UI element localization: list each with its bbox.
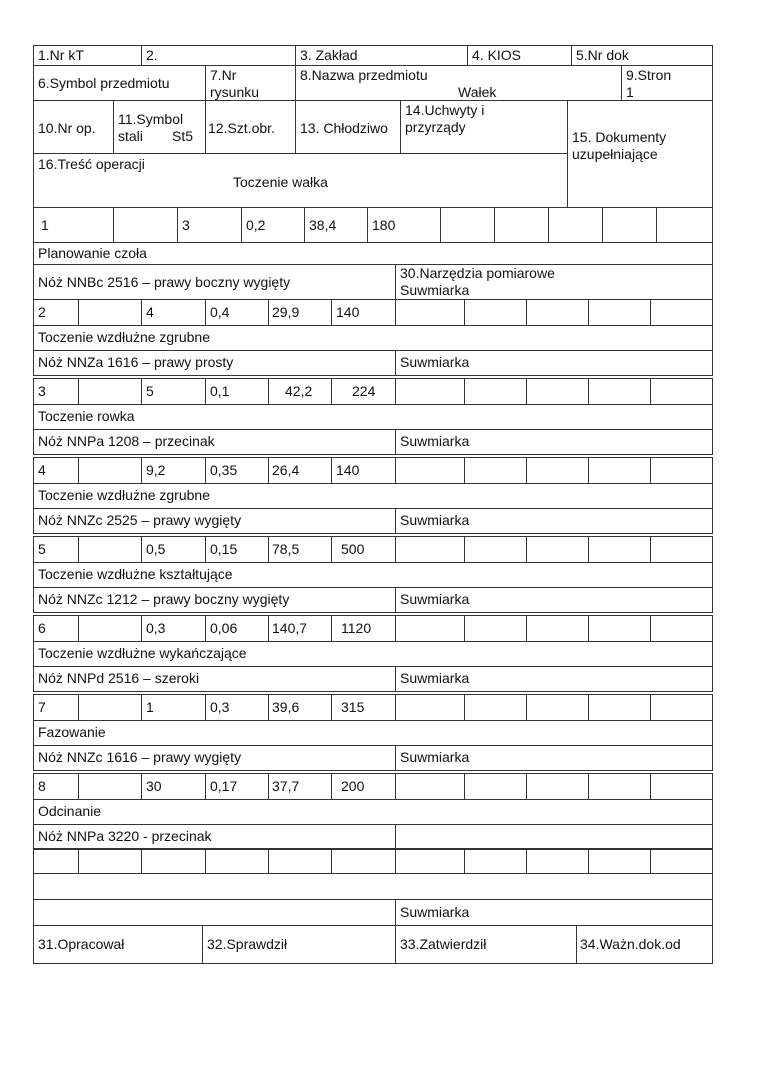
symbol-stali-label-2: stali xyxy=(118,128,143,144)
op-params-row xyxy=(33,457,713,484)
symbol-stali-value: St5 xyxy=(172,128,194,144)
op-cell: 140,7 xyxy=(272,620,308,636)
op-cell: 0,5 xyxy=(146,541,166,557)
op-cell: 42,2 xyxy=(285,383,313,399)
op-tool: Nóż NNPd 2516 – szeroki xyxy=(38,670,200,686)
op-cell: 200 xyxy=(341,778,365,794)
op-cell: 7 xyxy=(38,699,46,715)
op-params-row xyxy=(33,299,713,326)
kios-label: 4. KIOS xyxy=(472,47,522,63)
op-cell: 8 xyxy=(38,778,46,794)
op-tool: Nóż NNZc 1212 – prawy boczny wygięty xyxy=(38,591,290,607)
zaklad-label: 3. Zakład xyxy=(300,47,358,63)
op-params-row xyxy=(33,773,713,800)
chlodziwo-label: 13. Chłodziwo xyxy=(300,120,388,136)
waznosc-label: 34.Ważn.dok.od xyxy=(580,936,681,952)
symbol-stali-label-1: 11.Symbol xyxy=(118,111,184,127)
empty-row xyxy=(33,873,713,900)
op-params-row xyxy=(33,536,713,563)
op-cell: 0,15 xyxy=(210,541,238,557)
op-cell: 3 xyxy=(182,217,190,233)
op-cell: 140 xyxy=(336,462,360,478)
op-cell: 2 xyxy=(38,304,46,320)
op-tool: Nóż NNZa 1616 – prawy prosty xyxy=(38,354,234,370)
op-name: Toczenie wzdłużne zgrubne xyxy=(38,487,210,503)
op-cell: 140 xyxy=(336,304,360,320)
op-cell: 0,4 xyxy=(210,304,230,320)
dokumenty-label-2: uzupełniające xyxy=(572,146,658,162)
last-measure-row xyxy=(33,899,713,926)
tresc-operacji-label: 16.Treść operacji xyxy=(38,156,145,172)
op-measure: Suwmiarka xyxy=(400,670,470,686)
op-measure: Suwmiarka xyxy=(400,749,470,765)
dokumenty-label-1: 15. Dokumenty xyxy=(572,129,667,145)
opracowal-label: 31.Opracował xyxy=(38,936,125,952)
op-measure: Suwmiarka xyxy=(400,282,470,298)
op-tool: Nóż NNZc 1616 – prawy wygięty xyxy=(38,749,242,765)
field-2-label: 2. xyxy=(146,47,158,63)
op-measure: Suwmiarka xyxy=(400,354,470,370)
op-cell: 4 xyxy=(146,304,154,320)
op-measure: Suwmiarka xyxy=(400,512,470,528)
op-cell: 38,4 xyxy=(309,217,337,233)
uchwyty-label-1: 14.Uchwyty i xyxy=(405,102,485,118)
op-name-row xyxy=(33,799,713,825)
stron-value: 1 xyxy=(626,84,634,100)
op-cell: 0,3 xyxy=(146,620,166,636)
op-name: Fazowanie xyxy=(38,724,106,740)
op-cell: 0,35 xyxy=(210,462,238,478)
op-name: Odcinanie xyxy=(38,803,102,819)
op-cell: 1120 xyxy=(341,620,372,636)
nazwa-przedmiotu-label: 8.Nazwa przedmiotu xyxy=(300,67,428,83)
op-tool: Nóż NNBc 2516 – prawy boczny wygięty xyxy=(38,274,291,290)
nr-rysunku-label-1: 7.Nr xyxy=(210,67,237,83)
op-cell: 224 xyxy=(352,383,376,399)
op-cell: 39,6 xyxy=(272,699,300,715)
symbol-przedmiotu-label: 6.Symbol przedmiotu xyxy=(38,75,170,91)
op-name-row xyxy=(33,404,713,430)
stron-label: 9.Stron xyxy=(626,67,672,83)
op-cell: 0,17 xyxy=(210,778,238,794)
op-cell: 4 xyxy=(38,462,46,478)
op-name: Toczenie wzdłużne wykańczające xyxy=(38,645,247,661)
op-measure: Suwmiarka xyxy=(400,591,470,607)
op-name: Toczenie wzdłużne kształtujące xyxy=(38,566,233,582)
op-cell: 1 xyxy=(146,699,154,715)
op-cell: 6 xyxy=(38,620,46,636)
op-cell: 3 xyxy=(38,383,46,399)
op-params-row xyxy=(33,694,713,721)
op-cell: 78,5 xyxy=(272,541,300,557)
op-cell: 29,9 xyxy=(272,304,300,320)
tresc-operacji-value: Toczenie wałka xyxy=(233,174,328,190)
szt-obr-label: 12.Szt.obr. xyxy=(208,120,275,136)
op-cell: 5 xyxy=(146,383,154,399)
op-cell: 180 xyxy=(372,217,396,233)
op-cell: 26,4 xyxy=(272,462,300,478)
op-cell: 0,06 xyxy=(210,620,238,636)
op-cell: 0,2 xyxy=(246,217,266,233)
op-measure: Suwmiarka xyxy=(400,433,470,449)
op-name: Toczenie rowka xyxy=(38,408,135,424)
op-cell: 37,7 xyxy=(272,778,300,794)
op-cell: 500 xyxy=(341,541,365,557)
op-cell: 0,1 xyxy=(210,383,230,399)
uchwyty-label-2: przyrządy xyxy=(405,119,466,135)
op-name-row xyxy=(33,720,713,746)
op-name: Planowanie czoła xyxy=(38,245,147,261)
op-cell: 1 xyxy=(41,217,49,233)
op-cell: 9,2 xyxy=(146,462,166,478)
op-params-row xyxy=(33,615,713,642)
op-cell: 5 xyxy=(38,541,46,557)
nr-rysunku-label-2: rysunku xyxy=(210,84,260,100)
nr-op-label: 10.Nr op. xyxy=(38,120,96,136)
op-name: Toczenie wzdłużne zgrubne xyxy=(38,329,210,345)
empty-grid-row xyxy=(33,848,713,874)
op-tool: Nóż NNPa 1208 – przecinak xyxy=(38,433,215,449)
op-tool: Nóż NNPa 3220 - przecinak xyxy=(38,828,212,844)
op-cell: 30 xyxy=(146,778,162,794)
op-cell: 315 xyxy=(341,699,365,715)
nr-dok-label: 5.Nr dok xyxy=(576,47,629,63)
sprawdzil-label: 32.Sprawdził xyxy=(207,936,288,952)
nr-kt-label: 1.Nr kT xyxy=(38,47,84,63)
op-cell: 0,3 xyxy=(210,699,230,715)
zatwierdzil-label: 33.Zatwierdził xyxy=(400,936,487,952)
last-measure: Suwmiarka xyxy=(400,904,470,920)
op-tool: Nóż NNZc 2525 – prawy wygięty xyxy=(38,512,242,528)
nazwa-przedmiotu-value: Wałek xyxy=(458,84,497,100)
measuring-tools-label: 30.Narzędzia pomiarowe xyxy=(400,265,555,281)
